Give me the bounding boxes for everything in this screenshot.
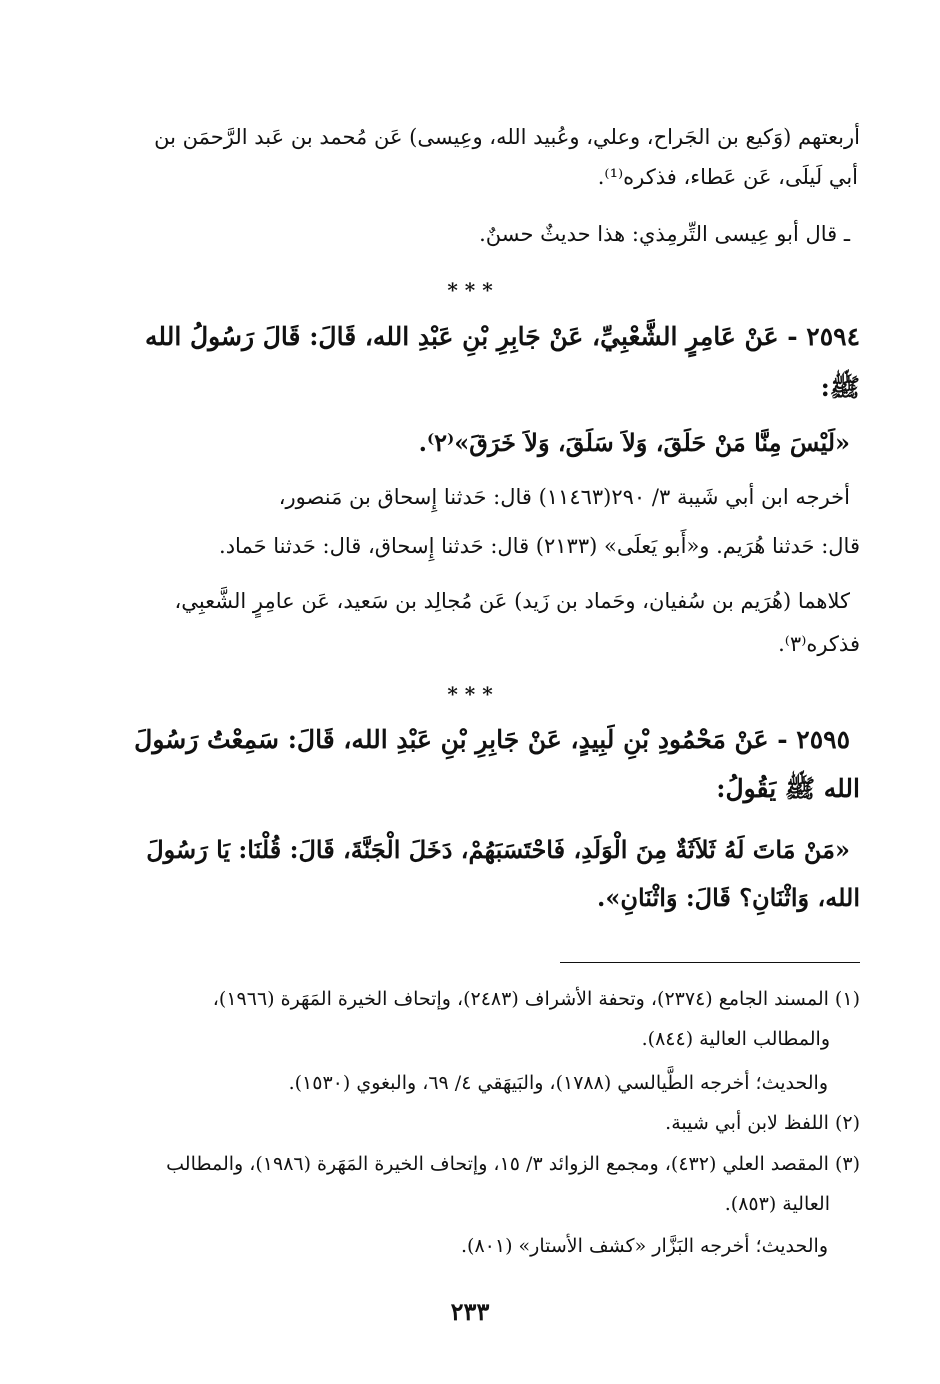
footnote: والحديث؛ أخرجه الطَّيالسي (١٧٨٨)، والبَيهَقي ٤/ ٦٩، والبغوي (١٥٣٠). <box>288 1072 828 1094</box>
footnote: العالية (٨٥٣). <box>724 1193 830 1215</box>
hadith-heading: ﷺ: <box>820 373 860 402</box>
takhrij-line: فذكره⁽٣⁾. <box>778 632 860 656</box>
footnote-separator <box>560 962 860 963</box>
section-separator: * * * <box>447 278 493 302</box>
hadith-text: «لَيْسَ مِنَّا مَنْ حَلَقَ، وَلاَ سَلَقَ، وَلاَ خَرَقَ»⁽٢⁾. <box>418 428 850 457</box>
footnote: (٣) المقصد العلي (٤٣٢)، ومجمع الزوائد ٣/ ١٥، وإتحاف الخيرة المَهَرة (١٩٨٦)، والمطالب <box>166 1153 860 1175</box>
hadith-text: «مَنْ مَاتَ لَهُ ثَلاَثَةٌ مِنَ الْوَلَدِ، فَاحْتَسَبَهُمْ، دَخَلَ الْجَنَّةَ، قَالَ: قُلْنَا: يَا رَسُولَ <box>146 835 850 864</box>
text-line: أربعتهم (وَكيع بن الجَراح، وعلي، وعُبيد الله، وعِيسى) عَن مُحمد بن عَبد الرَّحمَن بن <box>154 125 860 149</box>
footnote: (٢) اللفظ لابن أبي شيبة. <box>665 1112 860 1134</box>
text-line: ـ قال أبو عِيسى التِّرمِذي: هذا حديثٌ حسنٌ. <box>479 222 850 246</box>
text-line: أبي لَيلَى، عَن عَطاء، فذكره⁽¹⁾. <box>597 165 858 189</box>
hadith-heading: الله ﷺ يَقُولُ: <box>716 774 860 803</box>
footnote: والمطالب العالية (٨٤٤). <box>641 1028 830 1050</box>
hadith-heading: ٢٥٩٤ - عَنْ عَامِرٍ الشَّعْبِيِّ، عَنْ جَابِرِ بْنِ عَبْدِ الله، قَالَ: قَالَ رَسُولُ الله <box>145 322 860 351</box>
takhrij-line: كلاهما (هُرَيم بن سُفيان، وحَماد بن زَيد) عَن مُجالِد بن سَعيد، عَن عامِرٍ الشَّعبِي، <box>174 589 850 613</box>
hadith-heading: ٢٥٩٥ - عَنْ مَحْمُودِ بْنِ لَبِيدٍ، عَنْ جَابِرِ بْنِ عَبْدِ الله، قَالَ: سَمِعْتُ رَسُولَ <box>134 725 850 754</box>
hadith-text: الله، وَاثْنَانِ؟ قَالَ: وَاثْنَانِ». <box>596 883 860 912</box>
footnote: (١) المسند الجامع (٢٣٧٤)، وتحفة الأشراف (٢٤٨٣)، وإتحاف الخيرة المَهَرة (١٩٦٦)، <box>212 988 860 1010</box>
section-separator: * * * <box>447 682 493 706</box>
footnote: والحديث؛ أخرجه البَزَّار «كشف الأستار» (٨٠١). <box>461 1235 828 1257</box>
takhrij-line: قال: حَدثنا هُرَيم. و«أَبو يَعلَى» (٢١٣٣) قال: حَدثنا إِسحاق، قال: حَدثنا حَماد. <box>219 534 860 558</box>
takhrij-line: أخرجه ابن أبي شَيبة ٣/ ٢٩٠(١١٤٦٣) قال: حَدثنا إِسحاق بن مَنصور، <box>278 485 850 509</box>
page-number: ٢٣٣ <box>450 1297 490 1326</box>
